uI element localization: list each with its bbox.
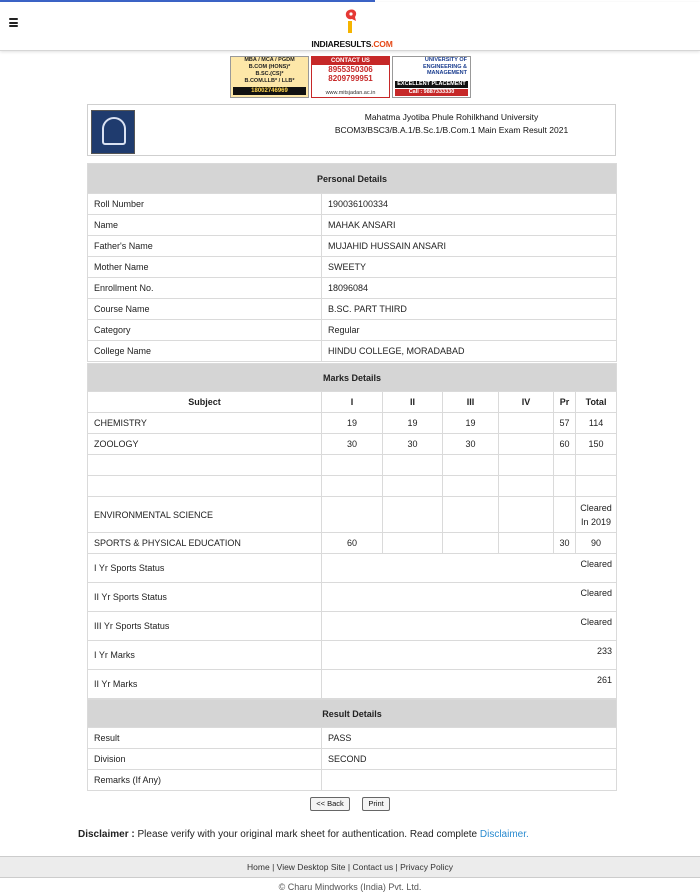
field-label: Remarks (If Any): [88, 770, 322, 791]
field-value: B.SC. PART THIRD: [322, 299, 617, 320]
mark-cell: 30: [443, 434, 499, 455]
column-header: III: [443, 392, 499, 413]
ad-banner-contact[interactable]: [311, 56, 390, 98]
status-value: Cleared: [322, 612, 617, 641]
total-cell: 114: [576, 413, 617, 434]
print-button[interactable]: Print: [362, 797, 389, 811]
ad-number: 8955350306: [328, 65, 373, 74]
subject-cell: ZOOLOGY: [88, 434, 322, 455]
field-value: Regular: [322, 320, 617, 341]
total-cell: 150: [576, 434, 617, 455]
ad-phone: 18002746969: [233, 87, 306, 95]
subject-cell: [88, 476, 322, 497]
mark-cell: [383, 497, 443, 533]
total-cell: 90: [576, 533, 617, 554]
mark-cell: 60: [322, 533, 383, 554]
mark-cell: 19: [322, 413, 383, 434]
marks-details-table: [87, 363, 617, 699]
ad-number: 8209799951: [328, 74, 373, 83]
indiaresults-logo[interactable]: [311, 8, 393, 50]
total-cell: Cleared In 2019: [576, 497, 617, 533]
mark-cell: 30: [322, 434, 383, 455]
column-header: II: [383, 392, 443, 413]
status-row: [88, 554, 617, 583]
personal-details-table: [87, 163, 617, 362]
field-value: MUJAHID HUSSAIN ANSARI: [322, 236, 617, 257]
ad-line: UNIVERSITY OF: [424, 57, 467, 63]
logo-wordmark: [311, 39, 393, 49]
mark-cell: [499, 434, 554, 455]
field-label: Course Name: [88, 299, 322, 320]
section-heading: Marks Details: [88, 364, 617, 392]
ad-website: www.mitsjadan.ac.in: [325, 90, 376, 96]
mark-cell: [322, 497, 383, 533]
footer-link-home[interactable]: Home: [247, 862, 270, 872]
table-row: [88, 455, 617, 476]
field-value: MAHAK ANSARI: [322, 215, 617, 236]
footer-link-privacy[interactable]: Privacy Policy: [400, 862, 453, 872]
mark-cell: 57: [554, 413, 576, 434]
column-header: Total: [576, 392, 617, 413]
column-header: Subject: [88, 392, 322, 413]
table-row: [88, 476, 617, 497]
mark-cell: [322, 476, 383, 497]
ad-heading: CONTACT US: [312, 57, 389, 65]
field-value: 190036100334: [322, 194, 617, 215]
field-label: Category: [88, 320, 322, 341]
exam-title: BCOM3/BSC3/B.A.1/B.Sc.1/B.Com.1 Main Exam Result 2021: [334, 125, 569, 135]
disclaimer-link[interactable]: Disclaimer.: [479, 829, 529, 840]
total-cell: [576, 455, 617, 476]
disclaimer-label: Disclaimer :: [78, 829, 135, 840]
ad-line: B.COM (HONS)*: [248, 64, 291, 70]
status-row: [88, 583, 617, 612]
field-value: SWEETY: [322, 257, 617, 278]
ad-banner-strip: [230, 56, 471, 98]
footer-link-contact[interactable]: Contact us: [352, 862, 394, 872]
ad-line: B.COM.LLB* / LLB*: [244, 78, 295, 84]
action-buttons: [0, 797, 700, 811]
mark-cell: [499, 413, 554, 434]
column-header: IV: [499, 392, 554, 413]
field-label: Father's Name: [88, 236, 322, 257]
mark-cell: [383, 455, 443, 476]
mark-cell: [554, 476, 576, 497]
result-value: PASS: [322, 728, 617, 749]
mark-cell: [499, 455, 554, 476]
mark-cell: [443, 533, 499, 554]
status-label: I Yr Marks: [88, 641, 322, 670]
field-label: Result: [88, 728, 322, 749]
status-label: I Yr Sports Status: [88, 554, 322, 583]
table-row: [88, 497, 617, 533]
subject-cell: SPORTS & PHYSICAL EDUCATION: [88, 533, 322, 554]
mark-cell: [499, 497, 554, 533]
university-name: Mahatma Jyotiba Phule Rohilkhand University: [364, 112, 539, 122]
field-label: Division: [88, 749, 322, 770]
result-details-table: [87, 699, 617, 791]
field-label: Roll Number: [88, 194, 322, 215]
mark-cell: [443, 455, 499, 476]
section-heading: Personal Details: [88, 164, 617, 194]
logo-dotcom: .COM: [371, 39, 393, 49]
ad-line: B.SC.(CS)*: [255, 71, 284, 77]
mark-cell: 30: [554, 533, 576, 554]
mark-cell: [383, 533, 443, 554]
mark-cell: 19: [443, 413, 499, 434]
mark-cell: 19: [383, 413, 443, 434]
ad-badge: EXCELLENT PLACEMENT: [395, 81, 468, 88]
status-value: 233: [322, 641, 617, 670]
subject-cell: ENVIRONMENTAL SCIENCE: [88, 497, 322, 533]
section-heading: Result Details: [88, 700, 617, 728]
mark-cell: [554, 497, 576, 533]
field-label: Name: [88, 215, 322, 236]
ad-banner-courses[interactable]: [230, 56, 309, 98]
column-header: Pr: [554, 392, 576, 413]
status-value: 261: [322, 670, 617, 699]
ad-line: MBA / MCA / PGDM: [244, 57, 295, 63]
status-row: [88, 641, 617, 670]
status-row: [88, 670, 617, 699]
hamburger-menu-icon[interactable]: [9, 18, 18, 27]
field-value: 18096084: [322, 278, 617, 299]
copyright: © Charu Mindworks (India) Pvt. Ltd.: [278, 882, 422, 892]
ad-banner-university[interactable]: [392, 56, 471, 98]
subject-cell: [88, 455, 322, 476]
back-button[interactable]: << Back: [310, 797, 350, 811]
table-row: [88, 434, 617, 455]
remarks-value: [322, 770, 617, 791]
mark-cell: [383, 476, 443, 497]
table-row: [88, 533, 617, 554]
division-value: SECOND: [322, 749, 617, 770]
mark-cell: [554, 455, 576, 476]
field-label: Enrollment No.: [88, 278, 322, 299]
status-label: II Yr Sports Status: [88, 583, 322, 612]
university-header-box: [87, 104, 616, 156]
subject-cell: CHEMISTRY: [88, 413, 322, 434]
disclaimer-text: Please verify with your original mark sheet for authentication. Read complete: [137, 829, 478, 840]
ad-line: ENGINEERING &: [422, 63, 467, 70]
status-value: Cleared: [322, 583, 617, 612]
footer-separator: |: [272, 862, 275, 872]
logo-mark-icon: [343, 8, 359, 34]
total-cell: [576, 476, 617, 497]
status-label: III Yr Sports Status: [88, 612, 322, 641]
mark-cell: [499, 476, 554, 497]
table-row: [88, 413, 617, 434]
site-header: [0, 2, 700, 51]
field-value: HINDU COLLEGE, MORADABAD: [322, 341, 617, 362]
mark-cell: [443, 497, 499, 533]
mark-cell: 60: [554, 434, 576, 455]
status-row: [88, 612, 617, 641]
ad-line: MANAGEMENT: [426, 70, 467, 76]
mark-cell: [499, 533, 554, 554]
mark-cell: 30: [383, 434, 443, 455]
footer-link-desktop-site[interactable]: View Desktop Site: [276, 862, 346, 872]
mark-cell: [322, 455, 383, 476]
footer-separator: |: [395, 862, 398, 872]
ad-call: Call : 9887333330: [395, 89, 468, 96]
column-header: I: [322, 392, 383, 413]
disclaimer: [78, 829, 698, 840]
status-label: II Yr Marks: [88, 670, 322, 699]
field-label: Mother Name: [88, 257, 322, 278]
field-label: College Name: [88, 341, 322, 362]
footer-links: [0, 856, 700, 878]
logo-brand: INDIARESULTS: [311, 39, 372, 49]
footer-separator: |: [347, 862, 351, 872]
status-value: Cleared: [322, 554, 617, 583]
mark-cell: [443, 476, 499, 497]
university-seal-icon: [91, 110, 135, 154]
